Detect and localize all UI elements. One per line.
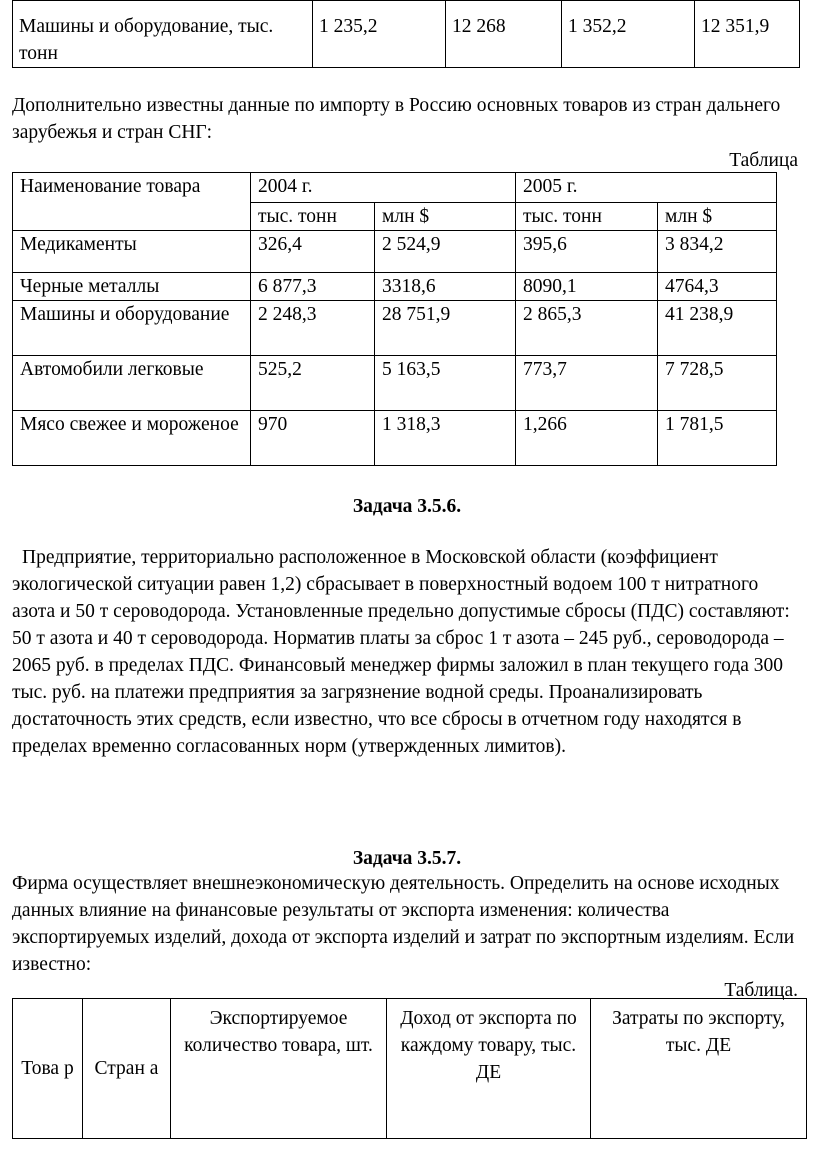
table-cell: Машины и оборудование, тыс. тонн (13, 1, 313, 68)
table-cell: 5 163,5 (375, 356, 516, 411)
table-row (13, 273, 777, 301)
table-row (13, 411, 777, 466)
table-cell: 1,266 (516, 411, 658, 466)
table-cell: 28 751,9 (375, 301, 516, 356)
task-357-title: Задача 3.5.7. (352, 848, 462, 869)
sub-header: млн $ (375, 203, 516, 231)
column-header-name: Наименование товара (13, 173, 251, 231)
import-table (12, 172, 777, 466)
table-cell: 3 834,2 (658, 231, 777, 273)
table-cell: 1 318,3 (375, 411, 516, 466)
table-header-row (13, 173, 777, 203)
table-cell: 7 728,5 (658, 356, 777, 411)
table-caption: Таблица. (724, 980, 798, 1001)
table-cell: 4764,3 (658, 273, 777, 301)
column-header-country: Стран а (83, 999, 171, 1139)
table-cell: 2 524,9 (375, 231, 516, 273)
table-cell: 12 268 (446, 1, 562, 68)
column-header-income: Доход от экспорта по каждому товару, тыс. ДЕ (387, 999, 591, 1139)
table-cell: 970 (251, 411, 375, 466)
table-header-row (13, 999, 807, 1139)
table-cell: Автомобили легковые (13, 356, 251, 411)
table-cell: 12 351,9 (695, 1, 800, 68)
table-caption: Таблица (729, 150, 798, 171)
column-header-2004: 2004 г. (251, 173, 516, 203)
export-table (12, 998, 807, 1139)
column-header-costs: Затраты по экспорту, тыс. ДЕ (591, 999, 807, 1139)
table-row (13, 1, 800, 68)
table-cell: 326,4 (251, 231, 375, 273)
table-cell: Черные металлы (13, 273, 251, 301)
table-row (13, 301, 777, 356)
table-cell: 525,2 (251, 356, 375, 411)
column-header-product: Това р (13, 999, 83, 1139)
table-cell: Мясо свежее и мороженое (13, 411, 251, 466)
table-cell: 773,7 (516, 356, 658, 411)
sub-header: млн $ (658, 203, 777, 231)
task-356-title: Задача 3.5.6. (352, 496, 462, 517)
sub-header: тыс. тонн (251, 203, 375, 231)
table-cell: 1 781,5 (658, 411, 777, 466)
table-cell: 2 865,3 (516, 301, 658, 356)
task-356-text: Предприятие, территориально расположенное в Московской области (коэффициент экологической ситуации равен 1,2) сбрасывает в поверхностный водоем 100 т нитратного азота и 50 т сероводорода. Установленные предельно допустимые сбросы (ПДС) составляют: 50 т азота и 40 т сероводорода. Норматив платы за сброс 1 т азота – 245 руб., сероводорода – 2065 руб. в пределах ПДС. Финансовый менеджер фирмы заложил в план текущего года 300 тыс. руб. на платежи предприятия за загрязнение водной среды. Проанализировать достаточность этих средств, если известно, что все сбросы в отчетном году находятся в пределах временно согласованных норм (утвержденных лимитов). (12, 547, 790, 757)
column-header-2005: 2005 г. (516, 173, 777, 203)
table-cell: Медикаменты (13, 231, 251, 273)
table-cell: 1 235,2 (313, 1, 446, 68)
table-row (13, 231, 777, 273)
intro-paragraph: Дополнительно известны данные по импорту в Россию основных товаров из стран дальнего зарубежья и стран СНГ: (12, 95, 781, 143)
table-cell: 8090,1 (516, 273, 658, 301)
table-cell: 395,6 (516, 231, 658, 273)
table-cell: 6 877,3 (251, 273, 375, 301)
table-cell: 41 238,9 (658, 301, 777, 356)
table-row (13, 356, 777, 411)
table-cell: Машины и оборудование (13, 301, 251, 356)
table-cell: 1 352,2 (562, 1, 695, 68)
table-cell: 2 248,3 (251, 301, 375, 356)
sub-header: тыс. тонн (516, 203, 658, 231)
column-header-quantity: Экспортируемое количество товара, шт. (171, 999, 387, 1139)
task-357-text: Фирма осуществляет внешнеэкономическую деятельность. Определить на основе исходных данных влияние на финансовые результаты от экспорта изменения: количества экспортируемых изделий, дохода от экспорта изделий и затрат по экспортным изделиям. Если известно: (12, 873, 795, 975)
continued-table (12, 0, 800, 68)
table-cell: 3318,6 (375, 273, 516, 301)
